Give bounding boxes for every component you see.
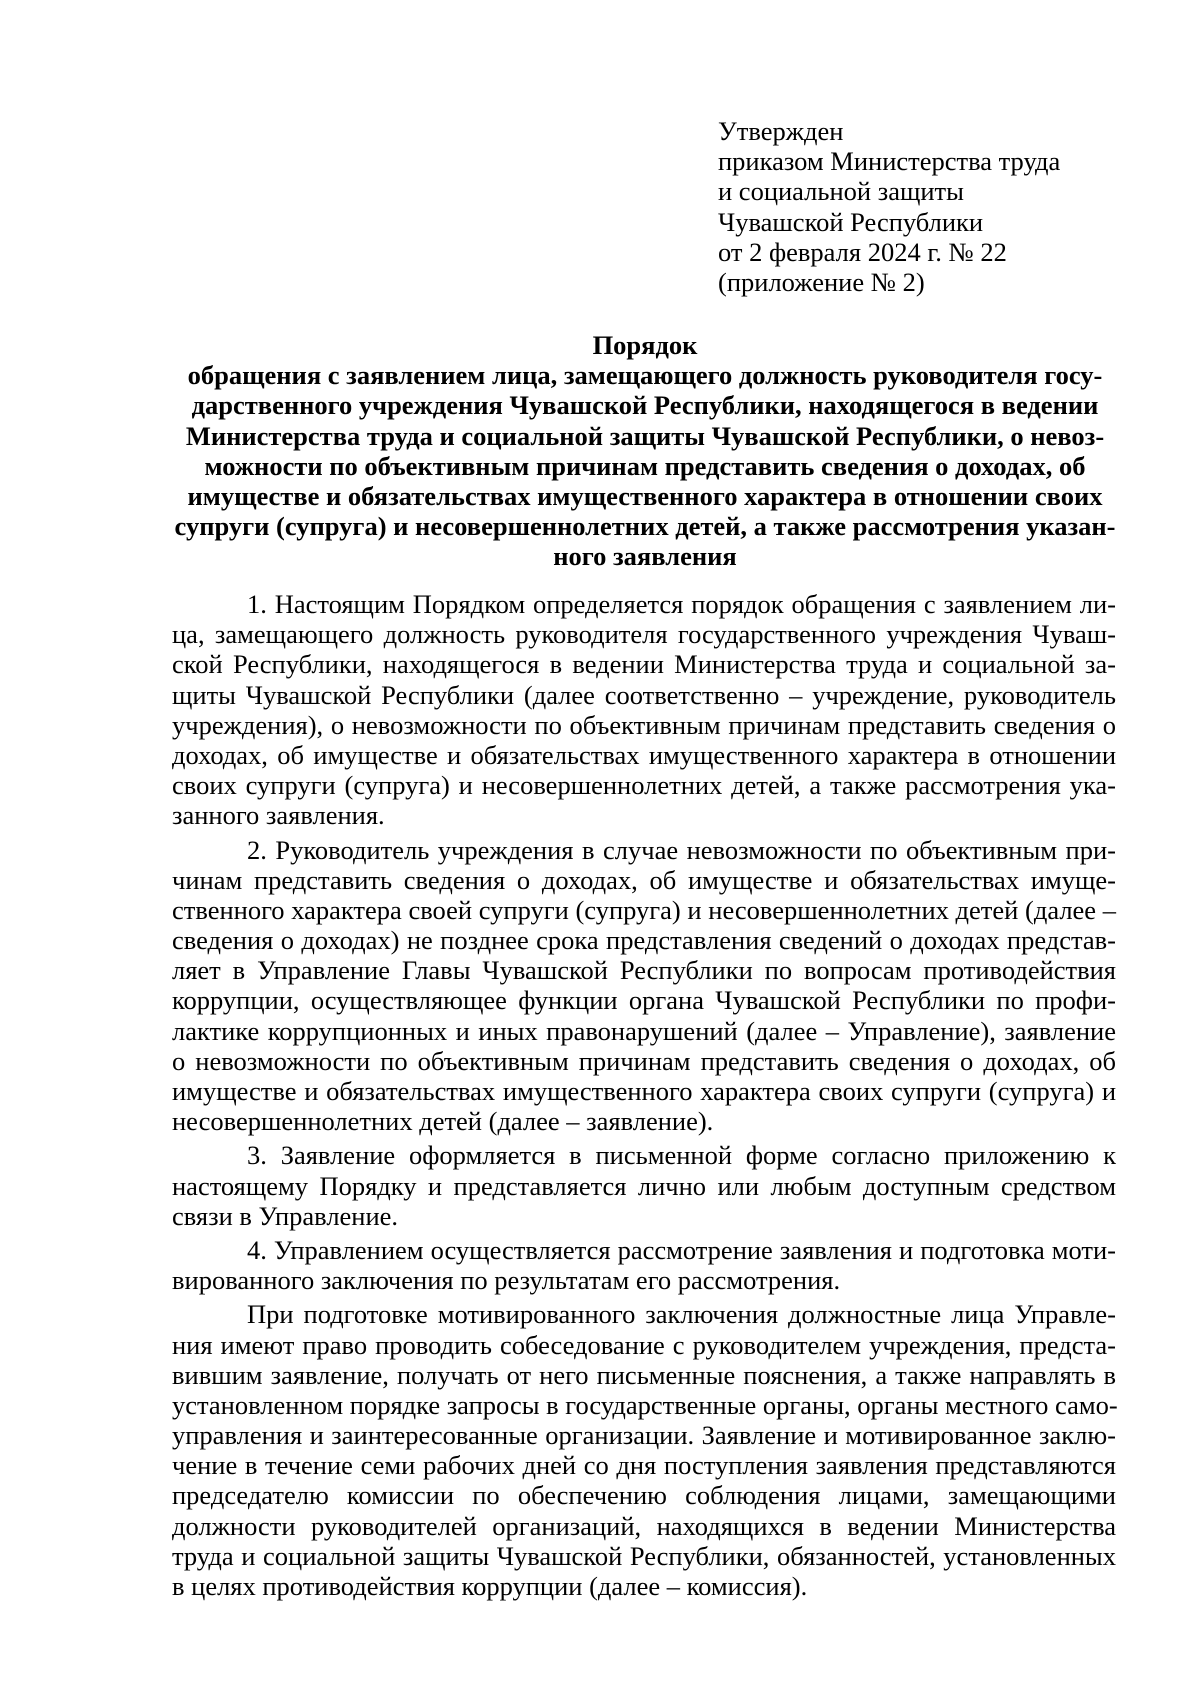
text-line: чение в течение семи рабочих дней со дня поступления заявления представляются (172, 1450, 1116, 1481)
text-line: настоящему Порядку и представляется лично или любым доступным средством (172, 1170, 1116, 1201)
paragraph-4 (172, 1235, 1116, 1295)
text-line: труда и социальной защиты Чувашской Республики, обязанностей, установленных (172, 1540, 1116, 1571)
approval-line: приказом Министерства труда (718, 146, 1061, 177)
document-body (172, 589, 1116, 1601)
text-line: 4. Управлением осуществляется рассмотрение заявления и подготовка моти- (247, 1234, 1116, 1265)
approval-line: от 2 февраля 2024 г. № 22 (718, 236, 1007, 267)
paragraph-2 (172, 835, 1116, 1137)
title-line: супруги (супруга) и несовершеннолетних детей, а также рассмотрения указан- (174, 511, 1116, 542)
text-line: ственного характера своей супруги (супруга) и несовершеннолетних детей (далее – (172, 894, 1116, 925)
text-line: 2. Руководитель учреждения в случае невозможности по объективным при- (247, 834, 1116, 865)
text-line: должности руководителей организаций, находящихся в ведении Министерства (172, 1510, 1116, 1541)
text-line: несовершеннолетних детей (далее – заявление). (172, 1106, 714, 1137)
text-line: доходах, об имуществе и обязательствах имущественного характера в отношении (172, 739, 1116, 770)
text-line: ца, замещающего должность руководителя государственного учреждения Чуваш- (172, 619, 1116, 650)
text-line: вившим заявление, получать от него письменные пояснения, а также направлять в (172, 1359, 1116, 1390)
approval-line: (приложение № 2) (718, 267, 925, 298)
text-line: 3. Заявление оформляется в письменной форме согласно приложению к (247, 1140, 1116, 1171)
document-title (164, 330, 1126, 572)
paragraph-5 (172, 1299, 1116, 1601)
text-line: лактике коррупционных и иных правонарушений (далее – Управление), заявление (172, 1015, 1116, 1046)
paragraph-1 (172, 589, 1116, 831)
title-line: дарственного учреждения Чувашской Республики, находящегося в ведении (191, 390, 1099, 421)
approval-stamp-block (718, 116, 1158, 297)
text-line: председателю комиссии по обеспечению соблюдения лицами, замещающими (172, 1480, 1116, 1511)
text-line: установленном порядке запросы в государственные органы, органы местного само- (172, 1389, 1118, 1420)
text-line: связи в Управление. (172, 1200, 399, 1231)
title-line: Министерства труда и социальной защиты Чувашской Республики, о невоз- (185, 420, 1105, 451)
approval-line: и социальной защиты (718, 176, 964, 207)
text-line: ской Республики, находящегося в ведении Министерства труда и социальной за- (172, 649, 1116, 680)
title-line: можности по объективным причинам представить сведения о доходах, об (204, 450, 1086, 481)
text-line: в целях противодействия коррупции (далее – комиссия). (172, 1571, 808, 1601)
text-line: ния имеют право проводить собеседование с руководителем учреждения, предста- (172, 1329, 1116, 1360)
text-line: 1. Настоящим Порядком определяется порядок обращения с заявлением ли- (247, 589, 1116, 619)
text-line: имуществе и обязательствах имущественного характера своих супруги (супруга) и (172, 1076, 1116, 1106)
text-line: щиты Чувашской Республики (далее соответственно – учреждение, руководитель (172, 679, 1116, 710)
text-line: вированного заключения по результатам его рассмотрения. (172, 1265, 841, 1296)
text-line: занного заявления. (172, 800, 385, 831)
approval-line: Чувашской Республики (718, 206, 984, 237)
paragraph-3 (172, 1140, 1116, 1231)
approval-line: Утвержден (718, 116, 844, 146)
title-line: ного заявления (553, 541, 737, 572)
text-line: чинам представить сведения о доходах, об имуществе и обязательствах имуще- (172, 864, 1116, 895)
text-line: ляет в Управление Главы Чувашской Республики по вопросам противодействия (172, 955, 1116, 986)
title-heading: Порядок (592, 330, 698, 360)
text-line: о невозможности по объективным причинам представить сведения о доходах, об (172, 1045, 1116, 1076)
title-line: имуществе и обязательствах имущественного характера в отношении своих (187, 481, 1103, 512)
text-line: учреждения), о невозможности по объективным причинам представить сведения о (172, 709, 1116, 740)
text-line: управления и заинтересованные организации. Заявление и мотивированное заклю- (172, 1420, 1116, 1451)
text-line: При подготовке мотивированного заключения должностные лица Управле- (247, 1299, 1116, 1330)
text-line: коррупции, осуществляющее функции органа Чувашской Республики по профи- (172, 985, 1116, 1016)
text-line: своих супруги (супруга) и несовершеннолетних детей, а также рассмотрения ука- (172, 770, 1116, 801)
title-line: обращения с заявлением лица, замещающего должность руководителя госу- (187, 360, 1103, 391)
text-line: сведения о доходах) не позднее срока представления сведений о доходах представ- (172, 925, 1116, 956)
